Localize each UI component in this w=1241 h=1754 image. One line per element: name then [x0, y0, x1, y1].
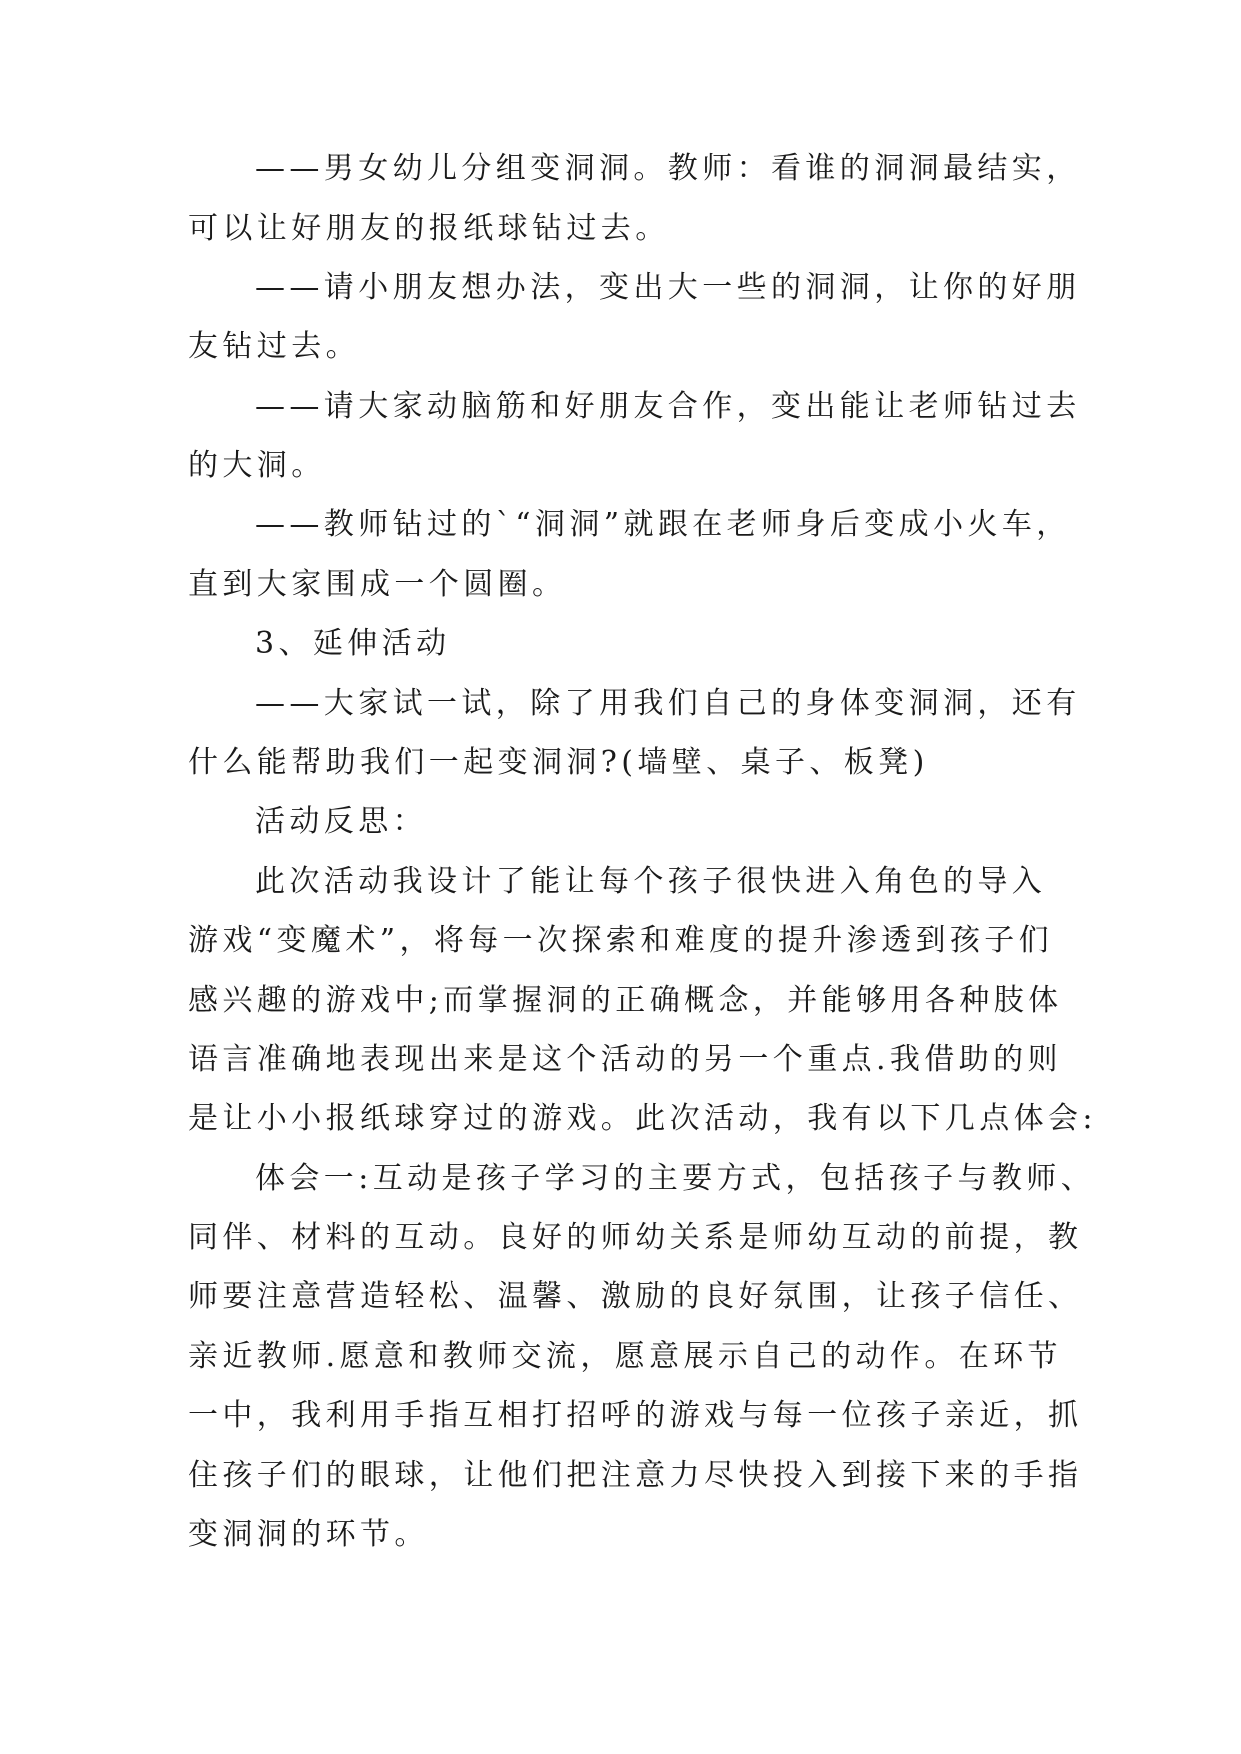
text-line: ——教师钻过的`“洞洞”就跟在老师身后变成小火车，: [255, 507, 1071, 542]
text-line: 变洞洞的环节。: [188, 1517, 429, 1552]
text-line: 同伴、材料的互动。良好的师幼关系是师幼互动的前提，教: [188, 1220, 1083, 1255]
section-heading: 活动反思：: [255, 804, 427, 839]
text-line: 友钻过去。: [188, 329, 360, 364]
text-line: 直到大家围成一个圆圈。: [188, 567, 567, 602]
section-heading: 3、延伸活动: [255, 626, 451, 661]
text-line: 亲近教师.愿意和教师交流，愿意展示自己的动作。在环节: [188, 1339, 1062, 1374]
text-line: 语言准确地表现出来是这个活动的另一个重点.我借助的则: [188, 1042, 1062, 1077]
text-line: ——大家试一试，除了用我们自己的身体变洞洞，还有: [255, 686, 1081, 721]
text-line: 可以让好朋友的报纸球钻过去。: [188, 211, 670, 246]
text-line: 体会一:互动是孩子学习的主要方式，包括孩子与教师、: [255, 1161, 1096, 1196]
text-line: 师要注意营造轻松、温馨、激励的良好氛围，让孩子信任、: [188, 1279, 1083, 1314]
text-line: 住孩子们的眼球，让他们把注意力尽快投入到接下来的手指: [188, 1458, 1083, 1493]
text-line: 游戏“变魔术”，将每一次探索和难度的提升渗透到孩子们: [188, 923, 1054, 958]
text-line: ——请小朋友想办法，变出大一些的洞洞，让你的好朋: [255, 270, 1081, 305]
text-line: 一中，我利用手指互相打招呼的游戏与每一位孩子亲近，抓: [188, 1398, 1083, 1433]
text-line: 此次活动我设计了能让每个孩子很快进入角色的导入: [255, 864, 1047, 899]
text-line: 感兴趣的游戏中;而掌握洞的正确概念，并能够用各种肢体: [188, 983, 1063, 1018]
text-line: ——男女幼儿分组变洞洞。教师：看谁的洞洞最结实，: [255, 151, 1081, 186]
text-line: 是让小小报纸球穿过的游戏。此次活动，我有以下几点体会:: [188, 1101, 1097, 1136]
text-line: 的大洞。: [188, 448, 326, 483]
text-line: 什么能帮助我们一起变洞洞?(墙壁、桌子、板凳): [188, 745, 929, 780]
text-line: ——请大家动脑筋和好朋友合作，变出能让老师钻过去: [255, 389, 1081, 424]
